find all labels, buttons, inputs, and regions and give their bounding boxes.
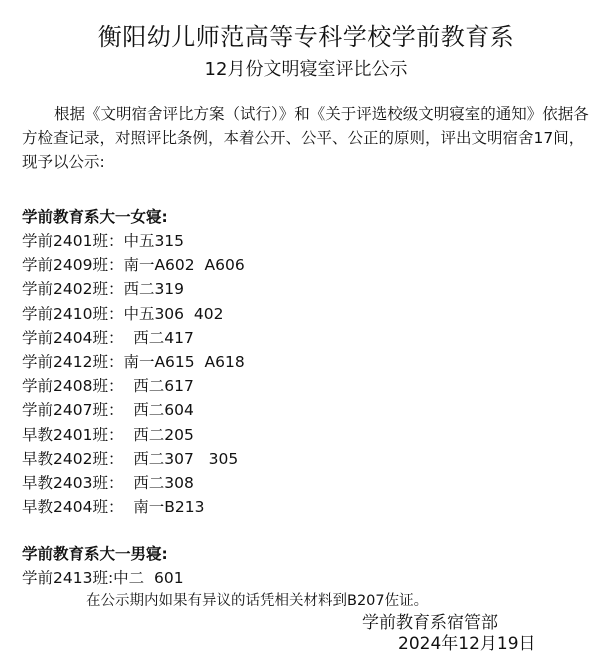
female-dorm-list — [22, 229, 245, 519]
list-item: 学前2407班： 西二604 — [22, 401, 194, 420]
signature: 学前教育系宿管部 — [362, 613, 498, 633]
male-dorm-list — [22, 566, 184, 590]
list-item: 学前2412班：南一A615 A618 — [22, 352, 245, 371]
intro-paragraph: 根据《文明宿舍评比方案（试行）》和《关于评选校级文明寝室的通知》依据各方检查记录，对照评比条例，本着公开、公平、公正的原则，评出文明宿舍17间，现予以公示: — [22, 105, 589, 171]
male-dorm-heading: 学前教育系大一男寝: — [22, 545, 168, 563]
list-item: 学前2402班：西二319 — [22, 280, 185, 299]
list-item: 学前2413班:中二 601 — [22, 569, 184, 587]
notice-text: 在公示期内如果有异议的话凭相关材料到B207佐证。 — [86, 593, 429, 609]
document-date: 2024年12月19日 — [398, 634, 536, 654]
list-item: 早教2403班： 西二308 — [22, 473, 194, 492]
list-item: 学前2404班： 西二417 — [22, 328, 194, 347]
document-title: 衡阳幼儿师范高等专科学校学前教育系 — [97, 23, 515, 51]
list-item: 学前2401班：中五315 — [22, 232, 185, 250]
list-item: 早教2401班： 西二205 — [22, 425, 194, 444]
document-subtitle: 12月份文明寝室评比公示 — [204, 59, 408, 80]
list-item: 早教2402班： 西二307 305 — [22, 449, 239, 468]
list-item: 学前2408班： 西二617 — [22, 377, 194, 396]
female-dorm-heading: 学前教育系大一女寝: — [22, 208, 168, 226]
list-item: 早教2404班： 南一B213 — [22, 498, 205, 517]
list-item: 学前2409班：南一A602 A606 — [22, 256, 245, 275]
list-item: 学前2410班：中五306 402 — [22, 304, 224, 323]
